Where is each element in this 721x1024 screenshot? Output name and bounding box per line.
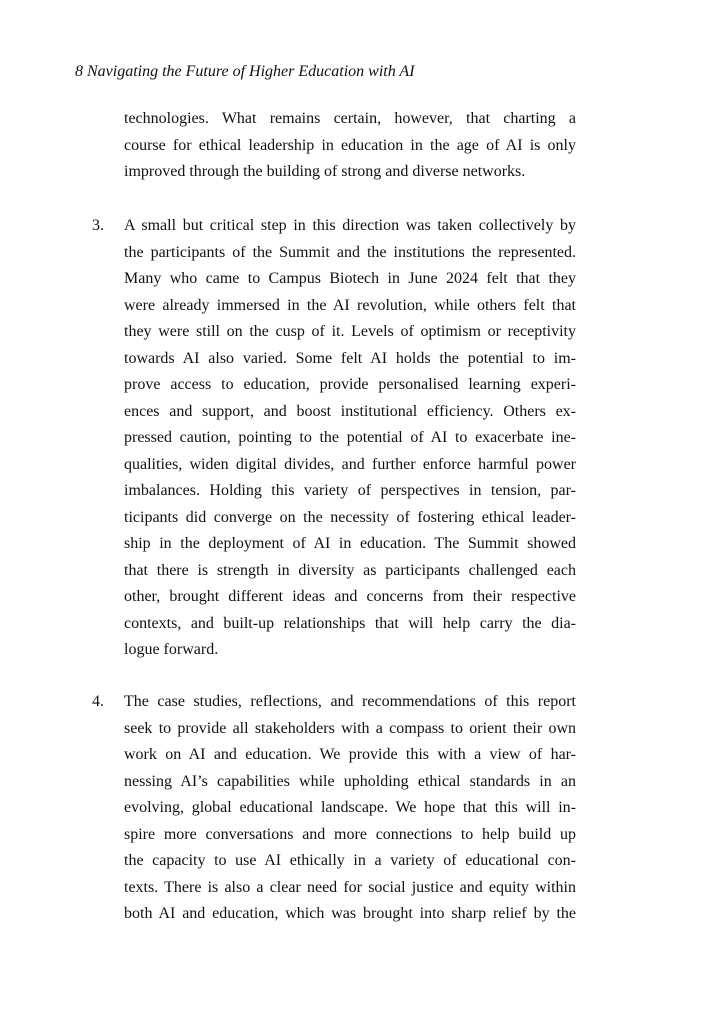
text-line: that there is strength in diversity as participants challenged each: [124, 561, 576, 579]
paragraph-4: [124, 689, 576, 928]
text-line: spire more conversations and more connections to help build up: [124, 825, 576, 843]
text-line: were already immersed in the AI revolution, while others felt that: [124, 296, 576, 314]
text-line: the capacity to use AI ethically in a variety of educational con-: [124, 852, 576, 869]
running-header: 8 Navigating the Future of Higher Education with AI: [75, 63, 415, 80]
text-line: they were still on the cusp of it. Levels of optimism or receptivity: [124, 323, 576, 340]
paragraph-3: [124, 213, 576, 664]
text-line: contexts, and built-up relationships that will help carry the dia-: [124, 614, 576, 632]
text-line: technologies. What remains certain, however, that charting a: [124, 110, 576, 127]
text-line: imbalances. Holding this variety of perspectives in tension, par-: [124, 482, 576, 499]
text-line: prove access to education, provide personalised learning experi-: [124, 376, 576, 393]
text-line: A small but critical step in this direction was taken collectively by: [124, 217, 576, 234]
text-line: Many who came to Campus Biotech in June 2024 felt that they: [124, 270, 576, 287]
text-line: seek to provide all stakeholders with a compass to orient their own: [124, 719, 576, 737]
text-line: the participants of the Summit and the institutions the represented.: [124, 243, 576, 261]
text-line: other, brought different ideas and concerns from their respective: [124, 588, 576, 605]
text-line: ship in the deployment of AI in education. The Summit showed: [124, 535, 576, 552]
continuation-paragraph: [124, 106, 576, 186]
text-line: work on AI and education. We provide this with a view of har-: [124, 746, 576, 763]
text-line: pressed caution, pointing to the potential of AI to exacerbate ine-: [124, 429, 576, 446]
text-line: ences and support, and boost institutional efficiency. Others ex-: [124, 402, 576, 420]
text-line: evolving, global educational landscape. We hope that this will in-: [124, 799, 576, 816]
text-line: ticipants did converge on the necessity of fostering ethical leader-: [124, 508, 576, 526]
paragraph-number: 3.: [92, 217, 104, 234]
text-line: qualities, widen digital divides, and further enforce harmful power: [124, 455, 576, 473]
text-line: improved through the building of strong and diverse networks.: [124, 163, 526, 180]
text-line: texts. There is also a clear need for social justice and equity within: [124, 878, 576, 896]
paragraph-number: 4.: [92, 693, 104, 710]
text-line: both AI and education, which was brought into sharp relief by the: [124, 905, 576, 922]
text-line: towards AI also varied. Some felt AI holds the potential to im-: [124, 349, 576, 367]
text-line: logue forward.: [124, 641, 219, 658]
text-line: nessing AI’s capabilities while upholding ethical standards in an: [124, 772, 576, 790]
text-line: course for ethical leadership in education in the age of AI is only: [124, 136, 576, 154]
text-line: The case studies, reflections, and recommendations of this report: [124, 693, 576, 710]
